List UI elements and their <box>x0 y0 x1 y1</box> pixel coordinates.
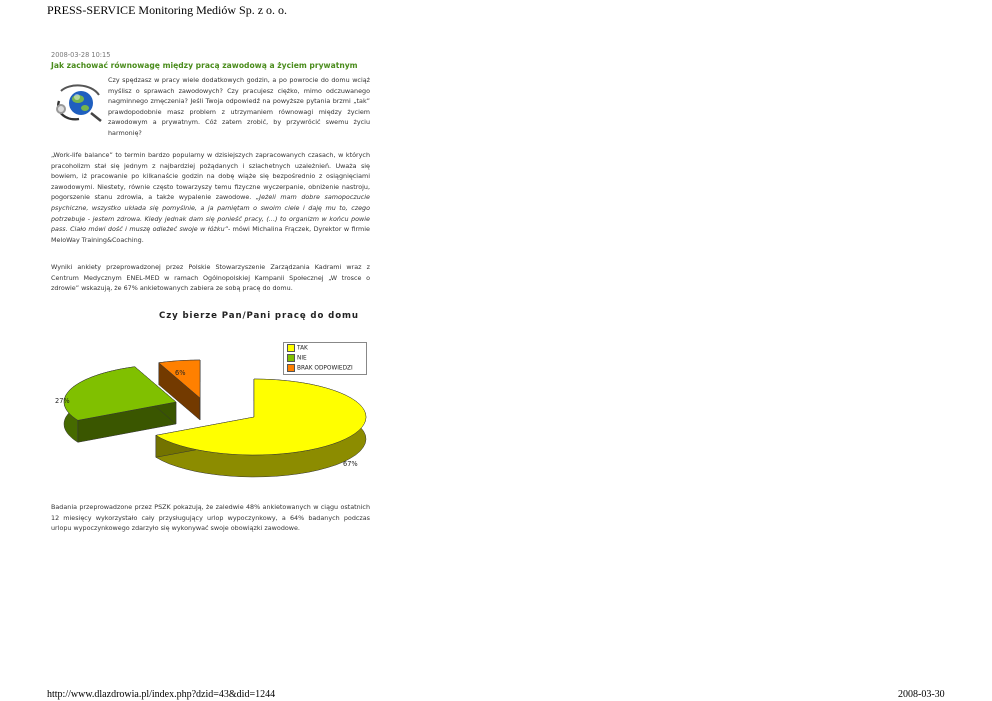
data-label-nie: 27% <box>55 397 70 405</box>
quote-attribution: - mówi Michalina Frączek, Dyrektor w firmie MeloWay Training&Coaching. <box>51 225 370 244</box>
legend-swatch-nie <box>287 354 295 362</box>
stethoscope-globe-image <box>51 79 105 125</box>
footer-url: http://www.dlazdrowia.pl/index.php?dzid=43&did=1244 <box>47 689 276 700</box>
legend-label-brak: BRAK ODPOWIEDZI <box>297 365 353 372</box>
press-service-header: PRESS-SERVICE Monitoring Mediów Sp. z o. o. <box>47 3 288 17</box>
article-title: Jak zachować równowagę między pracą zawodową a życiem prywatnym <box>51 61 358 70</box>
legend-item-brak <box>287 364 353 373</box>
legend-swatch-tak <box>287 344 295 352</box>
article-paragraph-3: Badania przeprowadzone przez PSZK pokazują, że zaledwie 48% ankietowanych w ciągu ostatnich 12 miesięcy wykorzystało cały przysługujący urlop wypoczynkowy, a 64% badanych podczas urlopu wypoczynkowego zdarzyło się wykonywać swoje obowiązki zawodowe. <box>51 503 370 533</box>
chart-title: Czy bierze Pan/Pani pracę do domu <box>159 311 359 321</box>
article-date: 2008-03-28 10:15 <box>51 51 111 59</box>
paragraph-1-text: „Work-life balance” to termin bardzo popularny w dzisiejszych zapracowanych czasach, w których pracoholizm stał się jednym z najbardziej pożądanych i szlachetnych uzależnień. Uważa się bowiem, iż pracowanie po kilkanaście godzin na dobę wiąże się bezpośrednio z osiągnięciami zawodowymi. Niestety, równie często towarzyszy temu fizyczne wyczerpanie, obniżenie nastroju, pogorszenie stanu zdrowia, a także wypalenie zawodowe. <box>51 151 370 202</box>
footer-date: 2008-03-30 <box>898 689 945 700</box>
legend-item-nie <box>287 354 307 363</box>
legend-label-tak: TAK <box>297 345 308 352</box>
chart-legend <box>283 342 367 375</box>
article-intro: Czy spędzasz w pracy wiele dodatkowych godzin, a po powrocie do domu wciąż myślisz o sprawach zawodowych? Czy pracujesz ciężko, mimo odczuwanego nagminnego zmęczenia? Jeśli Twoja odpowiedź na powyższe pytania brzmi „tak” prawdopodobnie masz problem z utrzymaniem równowagi między życiem zawodowym a prywatnym. Cóż zatem zrobić, by przywrócić swemu życiu harmonię? <box>108 76 370 137</box>
article-paragraph-2: Wyniki ankiety przeprowadzonej przez Polskie Stowarzyszenie Zarządzania Kadrami wraz z Centrum Medycznym ENEL-MED w ramach Ogólnopolskiej Kampanii Społecznej „W trosce o zdrowie” wskazują, że 67% ankietowanych zabiera ze sobą pracę do domu. <box>51 263 370 293</box>
legend-label-nie: NIE <box>297 355 307 362</box>
quote-text: „Jeżeli mam dobre samopoczucie psychiczne, wszystko układa się pomyślnie, a ja pamiętam o swoim ciele i daję mu to, czego potrzebuje - jestem zdrowa. Kiedy jednak dam się ponieść pracy, (...) to organizm w końcu powie pass. Ciało mówi dość i muszę odleżeć swoje w łóżku” <box>51 193 370 234</box>
article-paragraph-1 <box>51 150 370 245</box>
data-label-brak: 6% <box>175 369 186 377</box>
data-label-tak: 67% <box>343 460 358 468</box>
legend-item-tak <box>287 344 308 353</box>
legend-swatch-brak <box>287 364 295 372</box>
